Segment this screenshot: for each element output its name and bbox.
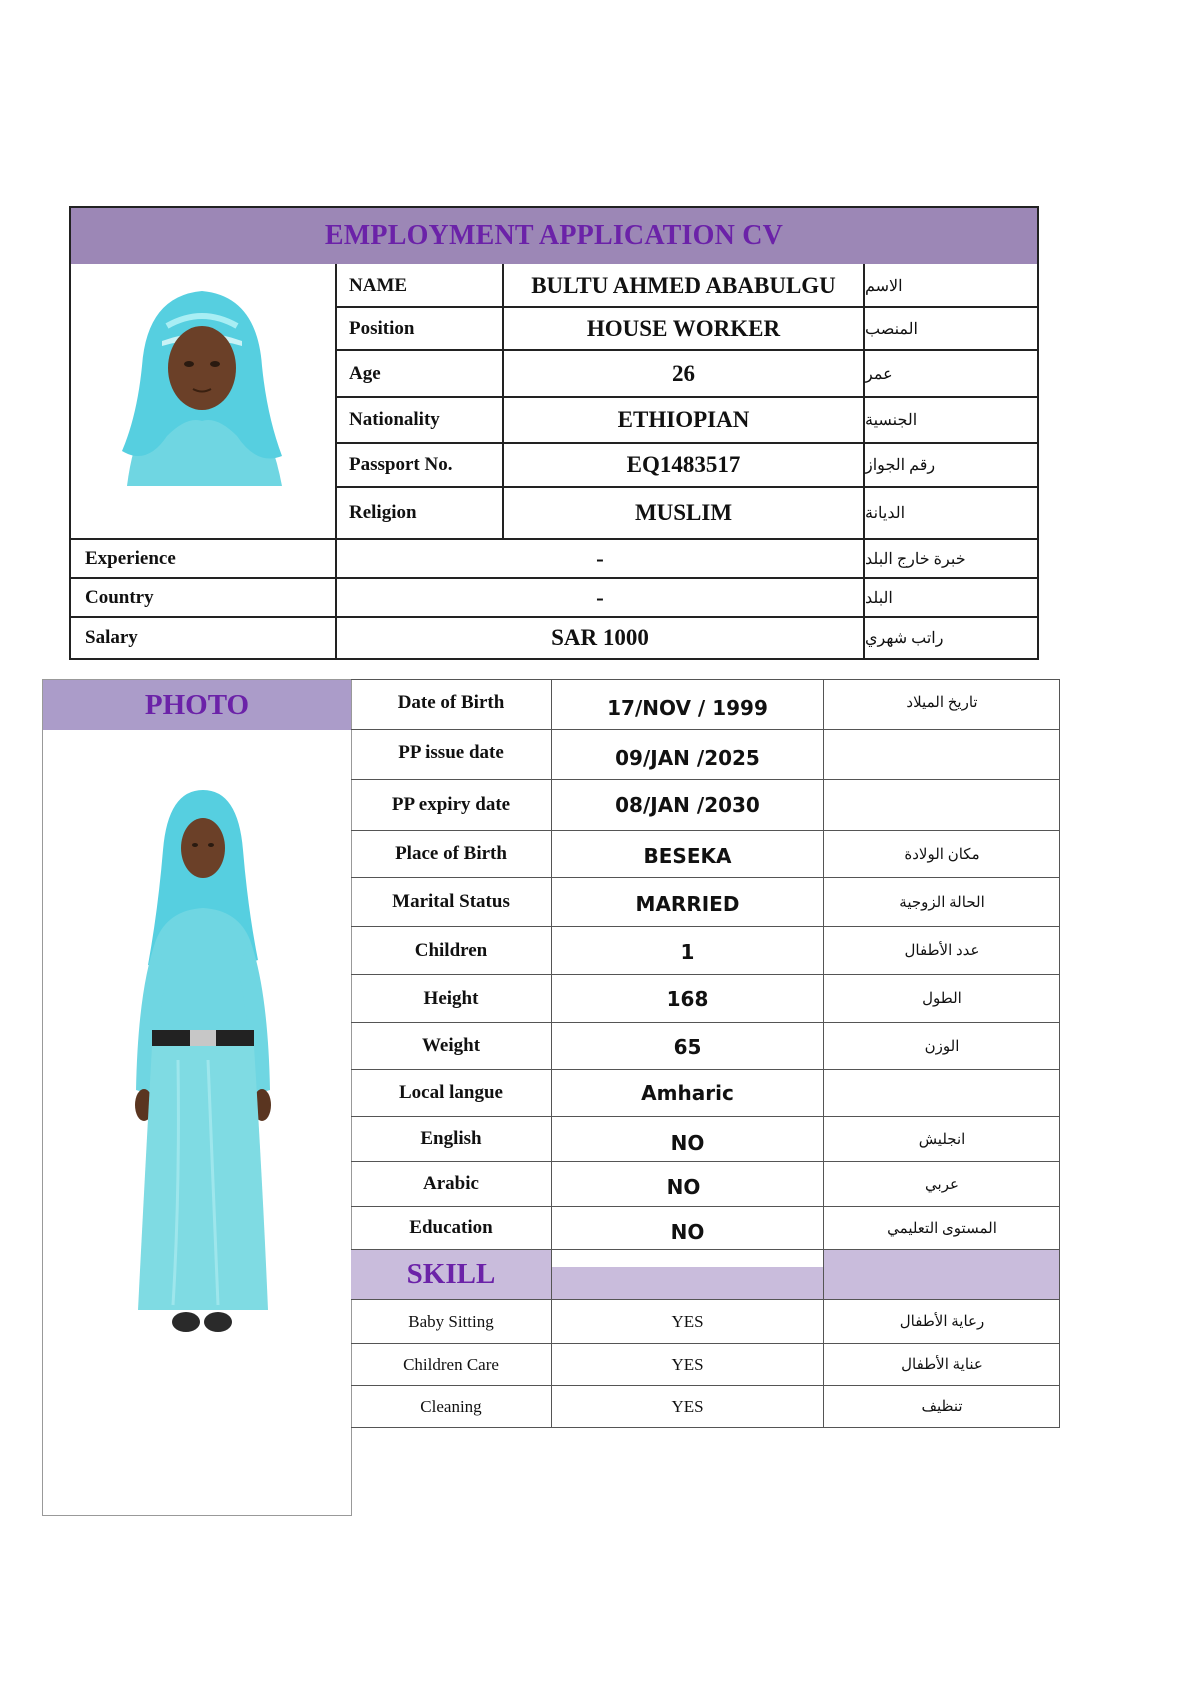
experience-arabic: خبرة خارج البلد bbox=[865, 550, 966, 568]
country-label: Country bbox=[85, 586, 154, 608]
marital-status-arabic: الحالة الزوجية bbox=[899, 894, 985, 911]
arabic-value: NO bbox=[666, 1175, 701, 1199]
arabic-arabic: عربي bbox=[925, 1176, 959, 1193]
place-of-birth-value: BESEKA bbox=[643, 844, 732, 868]
dob-label: Date of Birth bbox=[397, 691, 505, 713]
passport-label: Passport No. bbox=[349, 454, 453, 475]
cv-title: EMPLOYMENT APPLICATION CV bbox=[324, 220, 784, 251]
english-arabic: انجليش bbox=[918, 1131, 966, 1148]
position-arabic: المنصب bbox=[865, 320, 918, 338]
marital-status-label: Marital Status bbox=[392, 891, 510, 912]
local-language-value: Amharic bbox=[641, 1081, 734, 1105]
experience-label: Experience bbox=[85, 547, 176, 569]
local-language-arabic bbox=[824, 1070, 1060, 1116]
education-arabic: المستوى التعليمي bbox=[887, 1220, 997, 1237]
religion-label: Religion bbox=[349, 502, 417, 523]
education-label: Education bbox=[409, 1217, 493, 1238]
skill-baby-sitting-label: Baby Sitting bbox=[408, 1311, 494, 1331]
dob-arabic: تاريخ الميلاد bbox=[906, 695, 978, 711]
skill-children-care-label: Children Care bbox=[403, 1354, 499, 1374]
portrait-photo bbox=[107, 286, 297, 486]
age-value: 26 bbox=[672, 360, 695, 386]
nationality-label: Nationality bbox=[349, 409, 440, 430]
position-value: HOUSE WORKER bbox=[586, 315, 781, 341]
skill-cleaning-label: Cleaning bbox=[420, 1396, 482, 1416]
height-label: Height bbox=[423, 987, 479, 1009]
weight-arabic: الوزن bbox=[924, 1038, 960, 1055]
children-value: 1 bbox=[680, 940, 695, 964]
skill-baby-sitting-value: YES bbox=[671, 1311, 704, 1331]
cv-summary-table bbox=[69, 206, 1039, 660]
english-label: English bbox=[420, 1128, 482, 1149]
pp-expiry-value: 08/JAN /2030 bbox=[615, 793, 760, 817]
photo-panel bbox=[42, 679, 352, 1516]
pp-issue-label: PP issue date bbox=[398, 741, 504, 763]
arabic-label: Arabic bbox=[423, 1173, 479, 1194]
height-arabic: الطول bbox=[922, 991, 962, 1007]
salary-value: SAR 1000 bbox=[551, 625, 649, 650]
skill-baby-sitting-arabic: رعاية الأطفال bbox=[899, 1314, 985, 1330]
full-body-photo bbox=[118, 790, 278, 1360]
salary-arabic: راتب شهري bbox=[865, 630, 944, 647]
weight-value: 65 bbox=[673, 1035, 702, 1059]
religion-arabic: الديانة bbox=[865, 505, 906, 522]
skill-label: SKILL bbox=[406, 1258, 496, 1290]
country-value: - bbox=[596, 584, 604, 610]
name-label: NAME bbox=[349, 275, 408, 296]
skill-children-care-arabic: عناية الأطفال bbox=[901, 1357, 983, 1373]
age-arabic: عمر bbox=[865, 365, 893, 383]
english-value: NO bbox=[670, 1131, 705, 1155]
country-arabic: البلد bbox=[865, 589, 893, 607]
skill-header bbox=[351, 1250, 551, 1299]
pp-issue-value: 09/JAN /2025 bbox=[615, 745, 760, 770]
children-label: Children bbox=[414, 939, 488, 961]
skill-cleaning-arabic: تنظيف bbox=[921, 1399, 963, 1415]
weight-label: Weight bbox=[421, 1035, 481, 1056]
skill-cleaning-value: YES bbox=[671, 1396, 704, 1416]
pp-expiry-label: PP expiry date bbox=[391, 794, 511, 815]
passport-value: EQ1483517 bbox=[626, 452, 741, 477]
photo-label: PHOTO bbox=[144, 688, 250, 721]
marital-status-value: MARRIED bbox=[635, 892, 740, 916]
position-label: Position bbox=[349, 317, 415, 339]
salary-label: Salary bbox=[85, 627, 138, 648]
place-of-birth-arabic: مكان الولادة bbox=[904, 846, 980, 863]
height-value: 168 bbox=[666, 986, 709, 1011]
pp-issue-arabic bbox=[824, 730, 1060, 775]
children-arabic: عدد الأطفال bbox=[904, 943, 980, 959]
nationality-value: ETHIOPIAN bbox=[617, 407, 750, 432]
local-language-label: Local langue bbox=[399, 1082, 503, 1103]
education-value: NO bbox=[670, 1220, 705, 1244]
religion-value: MUSLIM bbox=[634, 500, 733, 525]
name-arabic: الاسم bbox=[865, 278, 903, 295]
passport-arabic: رقم الجواز bbox=[865, 457, 936, 474]
name-value: BULTU AHMED ABABULGU bbox=[531, 273, 836, 298]
skill-children-care-value: YES bbox=[671, 1354, 704, 1374]
cv-details-table bbox=[351, 679, 1060, 1428]
cv-header bbox=[71, 208, 1037, 264]
photo-header bbox=[43, 680, 351, 730]
age-label: Age bbox=[349, 362, 381, 384]
dob-value: 17/NOV / 1999 bbox=[607, 695, 768, 720]
place-of-birth-label: Place of Birth bbox=[395, 843, 507, 864]
experience-value: - bbox=[596, 545, 604, 571]
nationality-arabic: الجنسية bbox=[865, 412, 918, 429]
pp-expiry-arabic bbox=[824, 780, 1060, 830]
